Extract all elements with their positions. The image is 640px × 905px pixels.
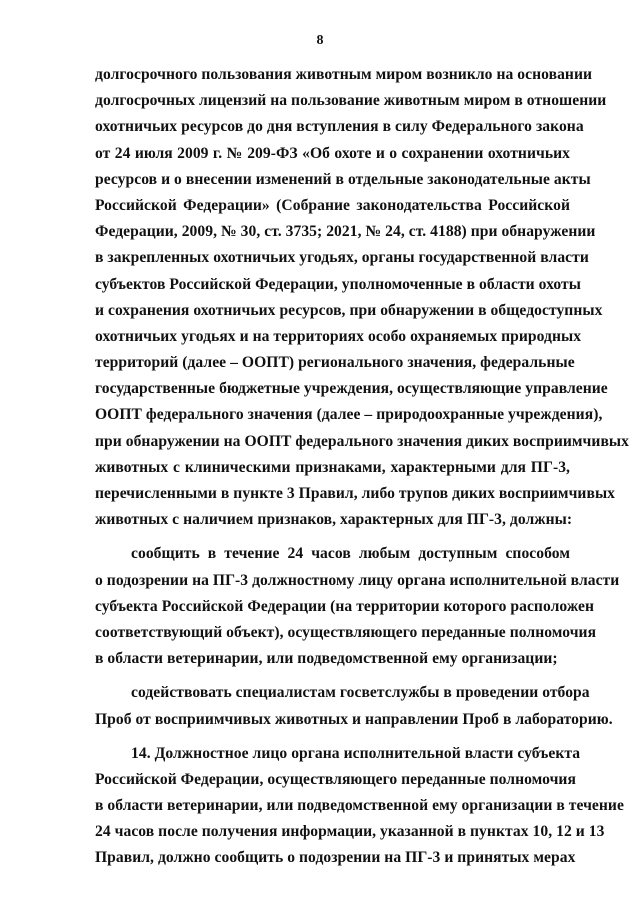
- text-line: сообщить в течение 24 часов любым доступным способом: [131, 545, 570, 563]
- text-line: охотничьих ресурсов до дня вступления в силу Федерального закона: [95, 118, 584, 136]
- text-line: соответствующий объект), осуществляющего переданные полномочия: [95, 623, 597, 641]
- paragraph-item-14: [95, 741, 624, 872]
- text-line: от 24 июля 2009 г. № 209-ФЗ «Об охоте и о сохранении охотничьих: [95, 144, 570, 162]
- text-line: и сохранения охотничьих ресурсов, при обнаружении в общедоступных: [95, 301, 603, 319]
- text-line: ресурсов и о внесении изменений в отдельные законодательные акты: [95, 170, 591, 188]
- text-line: государственные бюджетные учреждения, осуществляющие управление: [95, 380, 608, 398]
- text-line: долгосрочного пользования животным миром возникло на основании: [95, 66, 593, 83]
- text-line: субъекта Российской Федерации (на территории которого расположен: [95, 597, 595, 615]
- text-line: 14. Должностное лицо органа исполнительной власти субъекта: [131, 744, 581, 762]
- text-line: в области ветеринарии, или подведомственной ему организации в течение: [95, 797, 624, 815]
- text-line: территорий (далее – ООПТ) регионального значения, федеральные: [95, 354, 575, 372]
- text-line: Проб от восприимчивых животных и направлении Проб в лабораторию.: [95, 710, 613, 728]
- text-line: Российской Федерации» (Собрание законодательства Российской: [95, 196, 570, 214]
- text-line: субъектов Российской Федерации, уполномоченные в области охоты: [95, 275, 581, 293]
- text-line: содействовать специалистам госветслужбы в проведении отбора: [131, 684, 590, 702]
- paragraph-gap: [95, 733, 570, 741]
- text-line: 24 часов после получения информации, указанной в пунктах 10, 12 и 13: [95, 823, 605, 841]
- text-line: в области ветеринарии, или подведомственной ему организации;: [95, 650, 558, 668]
- text-line: при обнаружении на ООПТ федерального значения диких восприимчивых: [95, 432, 629, 450]
- text-line: в закрепленных охотничьих угодьях, органы государственной власти: [95, 249, 589, 267]
- paragraph-gap: [95, 672, 570, 680]
- text-line: Российской Федерации, осуществляющего переданные полномочия: [95, 770, 576, 788]
- text-line: охотничьих угодьях и на территориях особо охраняемых природных: [95, 327, 582, 345]
- text-line: Федерации, 2009, № 30, ст. 3735; 2021, № 24, ст. 4188) при обнаружении: [95, 223, 596, 241]
- text-line: долгосрочных лицензий на пользование животным миром в отношении: [95, 92, 607, 110]
- text-line: ООПТ федерального значения (далее – природоохранные учреждения),: [95, 406, 603, 424]
- paragraph-gap: [95, 533, 570, 541]
- paragraph-assist: [95, 680, 613, 732]
- text-line: Правил, должно сообщить о подозрении на ПГ-3 и принятых мерах: [95, 849, 576, 867]
- text-line: животных с клиническими признаками, характерными для ПГ-3,: [95, 458, 570, 476]
- text-line: животных с наличием признаков, характерных для ПГ-3, должны:: [95, 511, 573, 529]
- text-line: перечисленными в пункте 3 Правил, либо трупов диких восприимчивых: [95, 485, 616, 502]
- page-number: 8: [316, 33, 324, 48]
- paragraph-notify: [95, 541, 620, 672]
- document-body: [95, 62, 629, 872]
- paragraph-continuation: [95, 62, 629, 533]
- text-line: о подозрении на ПГ-3 должностному лицу органа исполнительной власти: [95, 571, 620, 589]
